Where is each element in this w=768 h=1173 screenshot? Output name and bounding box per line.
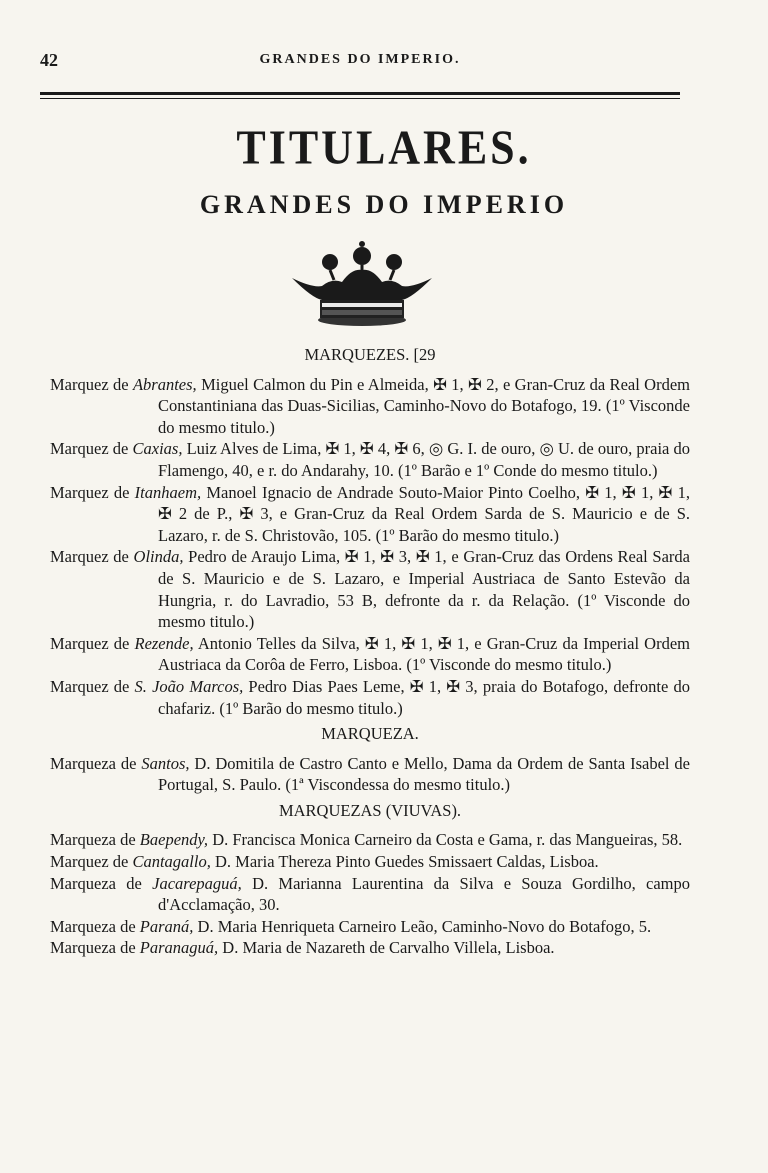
entry-rank: Marquez de bbox=[50, 439, 133, 459]
entry-title: Paraná, bbox=[139, 916, 194, 936]
entry-text: D. Domitila de Castro Canto e Mello, Dama da Ordem de Santa Isabel de Portugal, S. Paulo. (1ª Viscondessa do mesmo titulo.) bbox=[158, 753, 690, 795]
title-entry bbox=[50, 676, 690, 719]
title-entry bbox=[50, 633, 690, 676]
entry-title: Santos, bbox=[141, 753, 190, 773]
entry-title: Abrantes, bbox=[132, 374, 197, 394]
entry-title: Cantagallo, bbox=[132, 852, 211, 872]
title-entry bbox=[50, 851, 690, 873]
entry-rank: Marquez de bbox=[50, 374, 133, 394]
title-entry bbox=[50, 374, 690, 439]
entry-text: Miguel Calmon du Pin e Almeida, ✠ 1, ✠ 2, e Gran-Cruz da Real Ordem Constantiniana das Duas-Sicilias, Caminho-Novo do Botafogo, 19. (1º Visconde do mesmo titulo.) bbox=[158, 374, 690, 437]
entry-rank: Marqueza de bbox=[50, 916, 140, 936]
title-entry bbox=[50, 438, 690, 481]
title-entry bbox=[50, 829, 690, 851]
entry-rank: Marqueza de bbox=[50, 753, 142, 773]
entry-text: D. Marianna Laurentina da Silva e Souza Gordilho, campo d'Acclamação, 30. bbox=[158, 873, 690, 915]
entry-title: S. João Marcos, bbox=[134, 676, 244, 696]
entry-rank: Marquez de bbox=[50, 482, 135, 502]
entry-rank: Marquez de bbox=[50, 676, 135, 696]
entry-rank: Marquez de bbox=[50, 633, 135, 653]
entry-rank: Marqueza de bbox=[50, 938, 140, 958]
title-entry bbox=[50, 873, 690, 916]
entry-text: Antonio Telles da Silva, ✠ 1, ✠ 1, ✠ 1, e Gran-Cruz da Imperial Ordem Austriaca da Corôa de Ferro, Lisboa. (1º Visconde do mesmo titulo.) bbox=[158, 633, 690, 675]
section-heading: MARQUEZAS (VIUVAS). bbox=[278, 800, 462, 820]
title-entry bbox=[50, 937, 690, 959]
title-entry bbox=[50, 482, 690, 547]
running-head: GRANDES DO IMPERIO. bbox=[259, 52, 461, 67]
page-number: 42 bbox=[40, 50, 58, 70]
title-entry bbox=[50, 916, 690, 938]
header-rule-thick bbox=[40, 92, 680, 95]
entry-rank: Marquez de bbox=[50, 852, 133, 872]
section-heading: MARQUEZA. bbox=[321, 724, 419, 744]
page-title: TITULARES. bbox=[236, 120, 532, 175]
page-header bbox=[40, 50, 680, 72]
entry-text: D. Maria Thereza Pinto Guedes Smissaert Caldas, Lisboa. bbox=[210, 852, 599, 872]
title-entry bbox=[50, 546, 690, 632]
entry-title: Caxias, bbox=[132, 439, 183, 459]
title-entry bbox=[50, 753, 690, 796]
entry-text: D. Maria Henriqueta Carneiro Leão, Caminho-Novo do Botafogo, 5. bbox=[193, 916, 652, 936]
entry-rank: Marquez de bbox=[50, 547, 134, 567]
crown-icon bbox=[282, 238, 442, 328]
entry-text: Luiz Alves de Lima, ✠ 1, ✠ 4, ✠ 6, ◎ G. I. de ouro, ◎ U. de ouro, praia do Flamengo, 40, e r. do Andarahy, 10. (1º Barão e 1º Conde do mesmo titulo.) bbox=[158, 439, 690, 480]
entry-rank: Marqueza de bbox=[50, 873, 153, 893]
header-rule-thin bbox=[40, 98, 680, 99]
entry-text: D. Francisca Monica Carneiro da Costa e Gama, r. das Mangueiras, 58. bbox=[208, 830, 683, 850]
entry-text: Pedro Dias Paes Leme, ✠ 1, ✠ 3, praia do Botafogo, defronte do chafariz. (1º Barão do mesmo titulo.) bbox=[158, 676, 690, 718]
entry-title: Jacarepaguá, bbox=[152, 873, 242, 893]
entry-title: Baependy, bbox=[139, 830, 209, 850]
entry-title: Paranaguá, bbox=[139, 938, 219, 958]
page-subtitle: GRANDES DO IMPERIO bbox=[199, 190, 569, 219]
section-heading: MARQUEZES. [29 bbox=[304, 345, 436, 364]
entry-title: Itanhaem, bbox=[134, 482, 202, 502]
entry-text: Manoel Ignacio de Andrade Souto-Maior Pinto Coelho, ✠ 1, ✠ 1, ✠ 1, ✠ 2 de P., ✠ 3, e Gran-Cruz da Real Ordem Sarda de S. Mauricio e de S. Lazaro, r. de S. Christovão, 105. (1º Barão do mesmo titulo.) bbox=[158, 482, 690, 545]
entry-title: Olinda, bbox=[133, 547, 184, 567]
entry-text: Pedro de Araujo Lima, ✠ 1, ✠ 3, ✠ 1, e Gran-Cruz das Ordens Real Sarda de S. Mauricio e de S. Lazaro, e Imperial Austriaca de Santo Estevão da Hungria, r. do Lavradio, 53 B, defronte da r. da Relação. (1º Visconde do mesmo titulo.) bbox=[158, 547, 690, 632]
entry-title: Rezende, bbox=[134, 633, 194, 653]
document-body bbox=[50, 340, 690, 959]
entry-rank: Marqueza de bbox=[50, 830, 140, 850]
entry-text: D. Maria de Nazareth de Carvalho Villela, Lisboa. bbox=[218, 938, 555, 958]
